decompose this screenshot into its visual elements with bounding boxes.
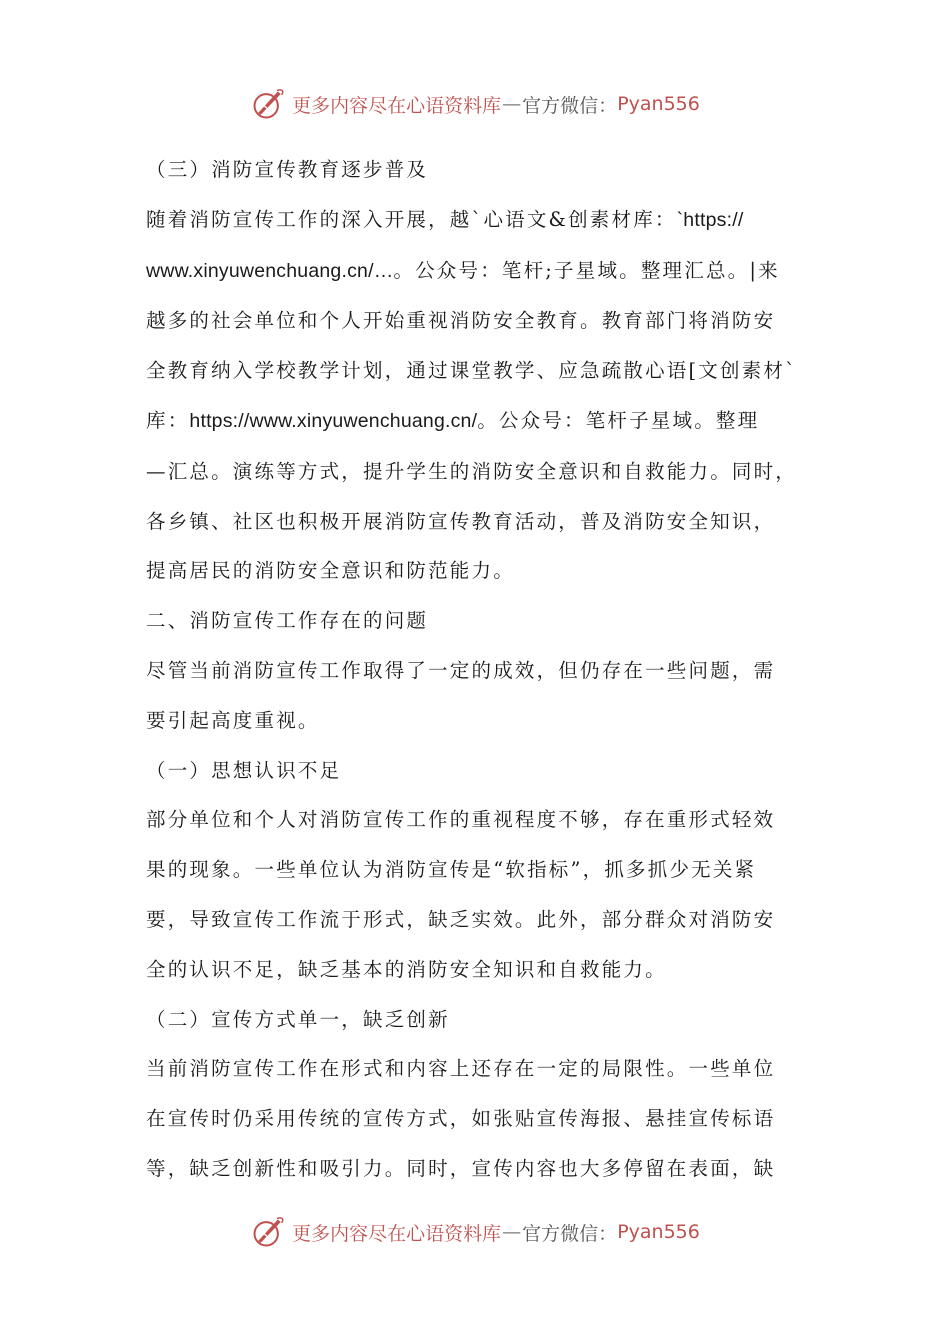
text-line: 当前消防宣传工作在形式和内容上还存在一定的局限性。一些单位	[146, 1057, 776, 1081]
text-line: 尽管当前消防宣传工作取得了一定的成效，但仍存在一些问题，需	[146, 658, 776, 682]
quill-logo-icon	[250, 86, 286, 122]
banner-site-name: 更多内容尽在心语资料库	[292, 1222, 502, 1245]
banner-wechat-label: 官方微信：	[522, 94, 618, 117]
text-line: 全教育纳入学校教学计划，通过课堂教学、应急疏散心语[文创素材`	[146, 359, 798, 383]
banner-wechat-id: Pyan556	[617, 1221, 700, 1243]
text-line: www.xinyuwenchuang.cn/…。公众号：笔杆;子星域。整理汇总。|来	[146, 258, 780, 282]
text-line: 随着消防宣传工作的深入开展，越`心语文&创素材库：`https://	[146, 207, 744, 231]
text-line: 果的现象。一些单位认为消防宣传是“软指标”，抓多抓少无关紧	[146, 858, 757, 882]
banner-dash: —	[502, 1221, 522, 1243]
banner-wechat-label: 官方微信：	[522, 1222, 618, 1245]
text-line: 等，缺乏创新性和吸引力。同时，宣传内容也大多停留在表面，缺	[146, 1156, 776, 1180]
text-line: 各乡镇、社区也积极开展消防宣传教育活动，普及消防安全知识，	[146, 509, 776, 533]
text-line: （三）消防宣传教育逐步普及	[146, 158, 429, 181]
text-line: 提高居民的消防安全意识和防范能力。	[146, 559, 515, 583]
quill-logo-icon	[250, 1214, 286, 1250]
subsection-heading: （一）思想认识不足	[146, 758, 342, 782]
banner-dash: —	[502, 93, 522, 115]
text-line: 在宣传时仍采用传统的宣传方式，如张贴宣传海报、悬挂宣传标语	[146, 1107, 776, 1131]
text-line: 库：https://www.xinyuwenchuang.cn/。公众号：笔杆子星域。整理	[146, 408, 760, 432]
text-line: 越多的社会单位和个人开始重视消防安全教育。教育部门将消防安	[146, 309, 776, 333]
banner-site-name: 更多内容尽在心语资料库	[292, 94, 502, 117]
text-line: 要引起高度重视。	[146, 708, 320, 732]
banner-wechat-id: Pyan556	[617, 93, 700, 115]
document-body	[146, 145, 818, 1194]
header-watermark-banner	[0, 84, 950, 124]
subsection-heading: （二）宣传方式单一，缺乏创新	[146, 1007, 450, 1031]
section-heading: 二、消防宣传工作存在的问题	[146, 609, 429, 633]
text-line: 全的认识不足，缺乏基本的消防安全知识和自救能力。	[146, 957, 667, 981]
text-line: 部分单位和个人对消防宣传工作的重视程度不够，存在重形式轻效	[146, 808, 776, 832]
footer-watermark-banner	[0, 1212, 950, 1252]
text-line: 要，导致宣传工作流于形式，缺乏实效。此外，部分群众对消防安	[146, 907, 776, 931]
text-line: —汇总。演练等方式，提升学生的消防安全意识和自救能力。同时，	[146, 459, 798, 483]
